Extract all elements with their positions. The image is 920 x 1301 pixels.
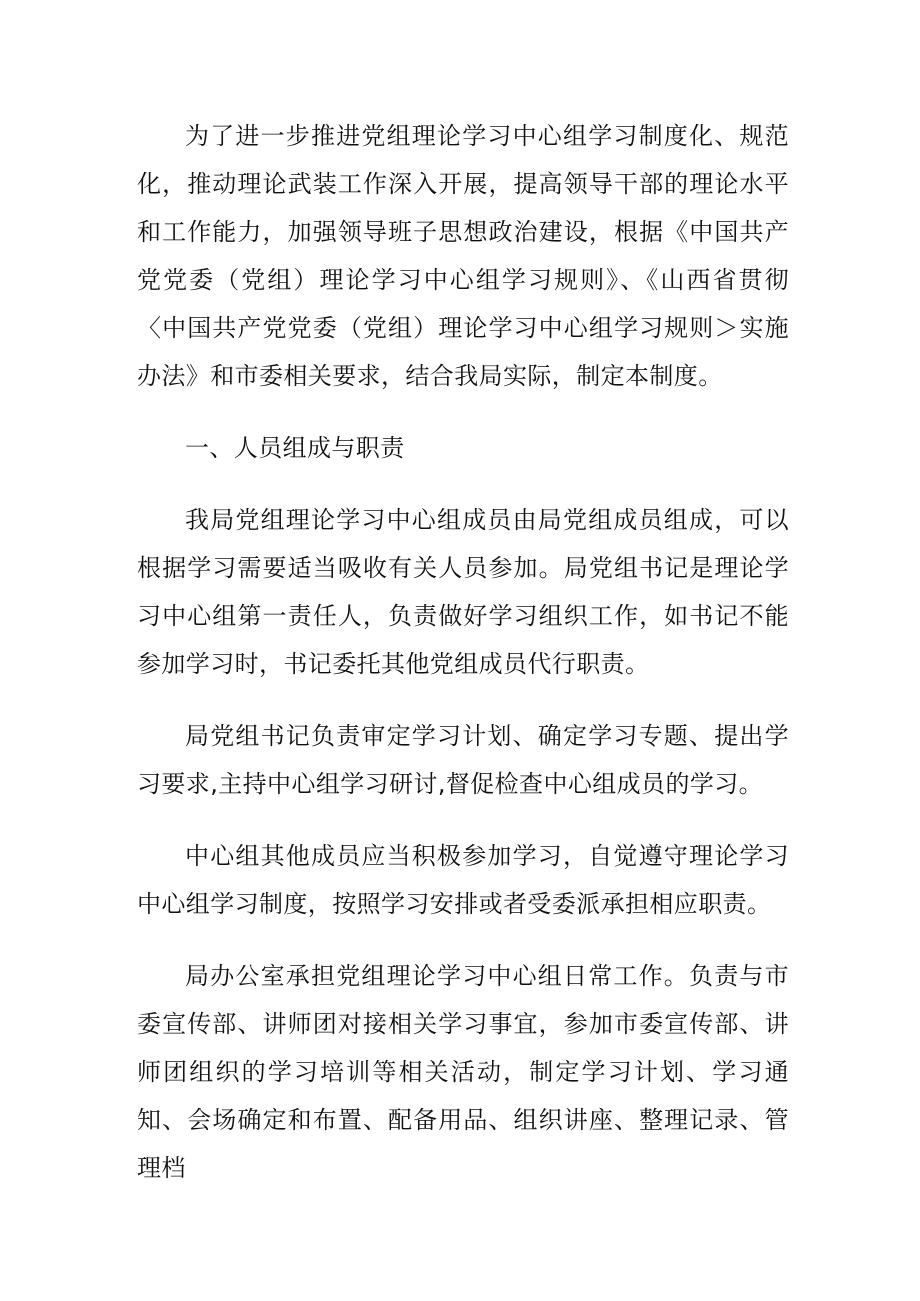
membership-paragraph: 我局党组理论学习中心组成员由局党组成员组成，可以根据学习需要适当吸收有关人员参加。局党组书记是理论学习中心组第一责任人，负责做好学习组织工作，如书记不能参加学习时，书记委托其他党组成员代行职责。 — [137, 506, 789, 678]
document-page — [137, 112, 789, 1216]
office-duties-paragraph: 局办公室承担党组理论学习中心组日常工作。负责与市委宣传部、讲师团对接相关学习事宜，参加市委宣传部、讲师团组织的学习培训等相关活动，制定学习计划、学习通知、会场确定和布置、配备用品、组织讲座、整理记录、管理档 — [137, 962, 789, 1182]
member-duties-paragraph: 中心组其他成员应当积极参加学习，自觉遵守理论学习中心组学习制度，按照学习安排或者受委派承担相应职责。 — [137, 842, 789, 918]
section-heading: 一、人员组成与职责 — [185, 434, 405, 462]
intro-paragraph: 为了进一步推进党组理论学习中心组学习制度化、规范化，推动理论武装工作深入开展，提高领导干部的理论水平和工作能力，加强领导班子思想政治建设，根据《中国共产党党委（党组）理论学习中心组学习规则》、《山西省贯彻〈中国共产党党委（党组）理论学习中心组学习规则＞实施办法》和市委相关要求，结合我局实际，制定本制度。 — [137, 122, 789, 390]
secretary-duties-paragraph: 局党组书记负责审定学习计划、确定学习专题、提出学习要求,主持中心组学习研讨,督促检查中心组成员的学习。 — [137, 722, 789, 798]
